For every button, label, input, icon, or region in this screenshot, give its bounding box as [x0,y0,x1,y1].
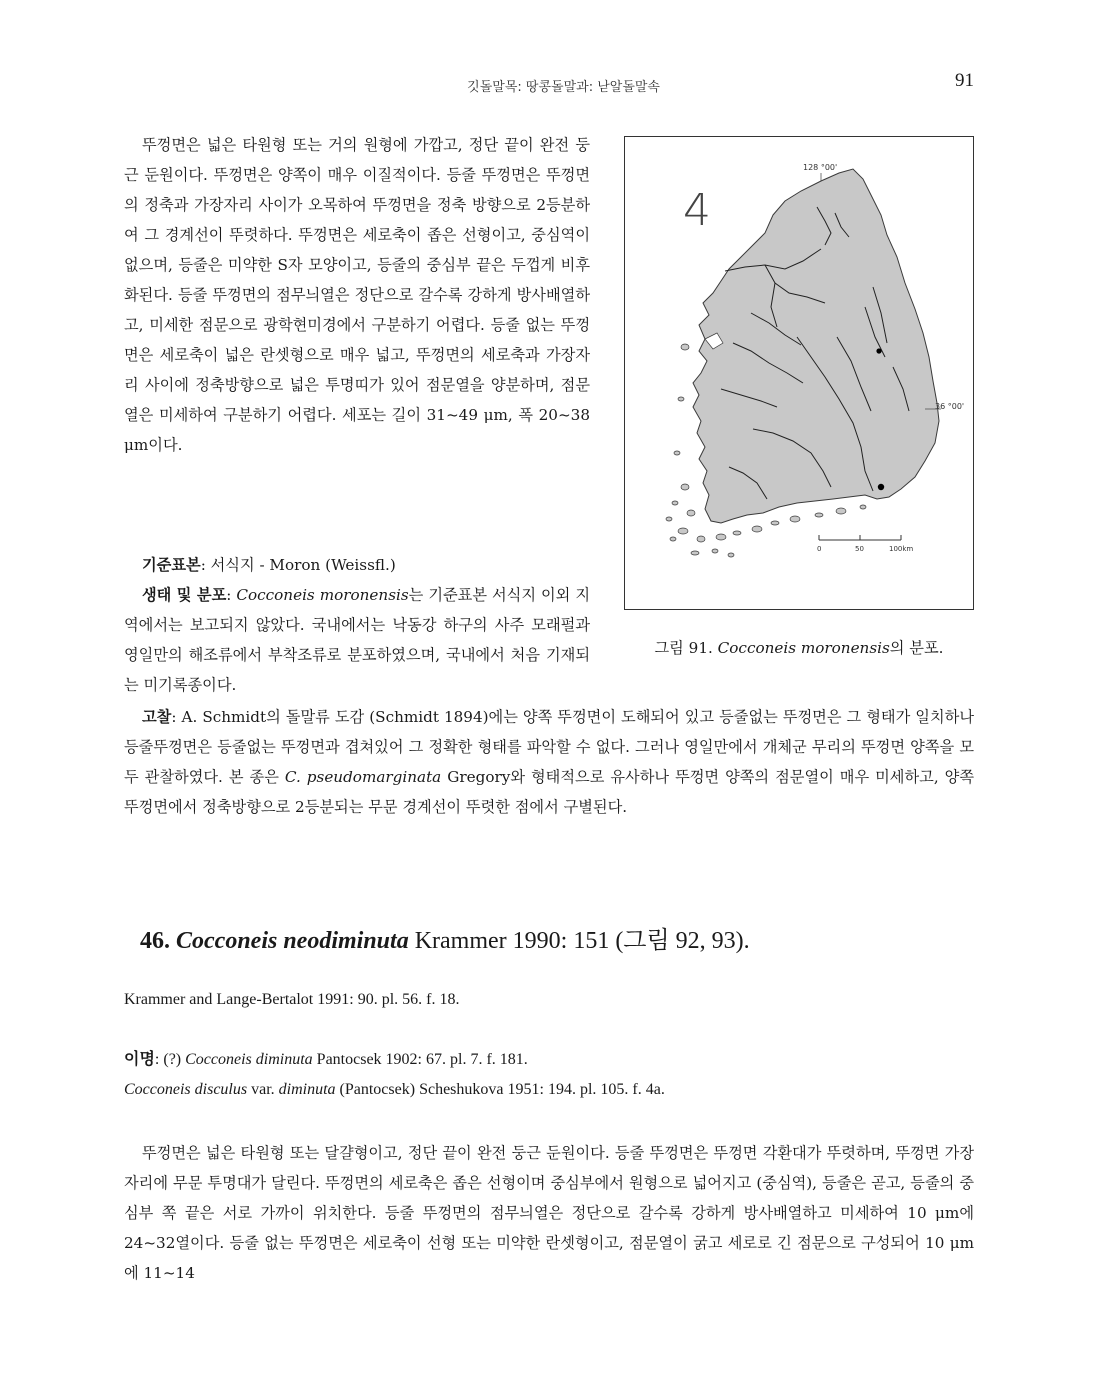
latitude-label: 36 °00' [935,402,965,411]
running-head: 깃돌말목: 땅콩돌말과: 낟알돌말속 [467,80,660,95]
synonym-1-name: Cocconeis diminuta [185,1051,313,1068]
ecology-label: 생태 및 분포 [142,586,227,604]
ecology-species: Cocconeis moronensis [236,586,409,604]
distribution-map-figure [624,136,974,610]
remarks-label: 고찰 [142,708,172,726]
longitude-label: 128 °00' [803,163,838,172]
scale-label-50: 50 [855,545,864,553]
figure-caption-prefix: 그림 91. [654,639,718,657]
species-name: Cocconeis neodiminuta [176,928,409,954]
remarks-text-1: : A. Schmidt의 돌말류 도감 (Schmidt 1894)에는 양쪽 뚜껑면이 도해되어 있고 등줄없는 뚜껑면은 그 형태가 일치하나 등줄뚜껑면은 등줄없는 뚜껑면과 겹쳐있어 그 정확한 형태를 파악할 수 없다. 그러나 영일만에서 개체군 무리의 뚜껑면 양쪽을 모두 관찰하였다. 본 종은 [124,708,974,786]
type-specimen-text: : 서식지 - Moron (Weissfl.) [200,556,396,574]
scale-label-0: 0 [817,545,822,553]
ecology-text: 는 기준표본 서식지 이외 지역에서는 보고되지 않았다. 국내에서는 낙동강 하구의 사주 모래펄과 영일만의 해조류에서 부착조류로 분포하였으며, 국내에서 처음 기재되는 미기록종이다. [124,586,590,694]
figure-caption-suffix: 의 분포. [889,639,944,657]
type-specimen-line [124,550,590,580]
korea-map [625,137,973,609]
map-number: 4 [683,185,711,236]
species-authority: Krammer 1990: 151 (그림 92, 93). [408,928,750,954]
occurrence-point-yeongil [876,348,881,353]
scale-label-100km: 100km [889,545,914,553]
remarks-species: C. pseudomarginata [284,768,442,786]
occurrence-point-nakdong [878,484,884,490]
ecology-separator: : [226,586,237,604]
synonym-2-name-a: Cocconeis disculus [124,1081,248,1098]
reference-line: Krammer and Lange-Bertalot 1991: 90. pl. 56. f. 18. [124,991,460,1008]
species-heading [140,920,980,955]
synonym-line-1 [124,1046,984,1074]
synonym-line-2 [124,1076,984,1104]
synonym-2-name-b: diminuta [278,1081,336,1098]
remarks-text-2: Gregory와 형태적으로 유사하나 뚜껑면 양쪽의 점문열이 매우 미세하고, 양쪽 뚜껑면에서 정축방향으로 2등분되는 무문 경계선이 뚜렷한 점에서 구별된다. [124,768,974,816]
figure-caption [624,636,974,660]
synonym-prefix: : (?) [154,1051,186,1068]
type-specimen-label: 기준표본 [142,556,201,574]
synonym-2-rest: (Pantocsek) Scheshukova 1951: 194. pl. 105. f. 4a. [335,1081,665,1098]
page-number: 91 [955,70,974,91]
synonym-1-rest: Pantocsek 1902: 67. pl. 7. f. 181. [312,1051,528,1068]
scale-bar [817,535,913,553]
species-number: 46. [140,928,170,954]
ecology-paragraph [124,580,590,700]
synonym-2-mid: var. [247,1081,279,1098]
remarks-paragraph [124,702,974,822]
synonym-label: 이명 [124,1051,155,1068]
figure-caption-species: Cocconeis moronensis [717,639,890,657]
description-paragraph: 뚜껑면은 넓은 타원형 또는 거의 원형에 가깝고, 정단 끝이 완전 둥근 둔원이다. 뚜껑면은 양쪽이 매우 이질적이다. 등줄 뚜껑면은 뚜껑면의 정축과 가장자리 사이가 오목하여 뚜껑면을 정축 방향으로 2등분하여 그 경계선이 뚜렷하다. 뚜껑면은 세로축이 좁은 선형이고, 중심역이 없으며, 등줄은 미약한 S자 모양이고, 등줄의 중심부 끝은 두껍게 비후화된다. 등줄 뚜껑면의 점무늬열은 정단으로 갈수록 강하게 방사배열하고, 미세한 점문으로 광학현미경에서 구분하기 어렵다. 등줄 없는 뚜껑면은 세로축이 넓은 란셋형으로 매우 넓고, 뚜껑면의 세로축과 가장자리 사이에 정축방향으로 넓은 투명띠가 있어 점문열을 양분하며, 점문열은 미세하여 구분하기 어렵다. 세포는 길이 31~49 μm, 폭 20~38 μm이다. [124,136,590,454]
description-2-paragraph: 뚜껑면은 넓은 타원형 또는 달걀형이고, 정단 끝이 완전 둥근 둔원이다. 등줄 뚜껑면은 뚜껑면 각환대가 뚜렷하며, 뚜껑면 가장자리에 무문 투명대가 달린다. 뚜껑면의 세로축은 좁은 선형이며 중심부에서 원형으로 넓어지고 (중심역), 등줄은 곧고, 등줄의 중심부 쪽 끝은 서로 가까이 위치한다. 등줄 뚜껑면의 점무늬열은 정단으로 갈수록 강하게 방사배열하고 미세하여 10 μm에 24~32열이다. 등줄 없는 뚜껑면은 세로축이 선형 또는 미약한 란셋형이고, 점문열이 굵고 세로로 긴 점문으로 구성되어 10 μm에 11~14 [124,1144,974,1282]
korea-peninsula-shape [693,169,939,523]
